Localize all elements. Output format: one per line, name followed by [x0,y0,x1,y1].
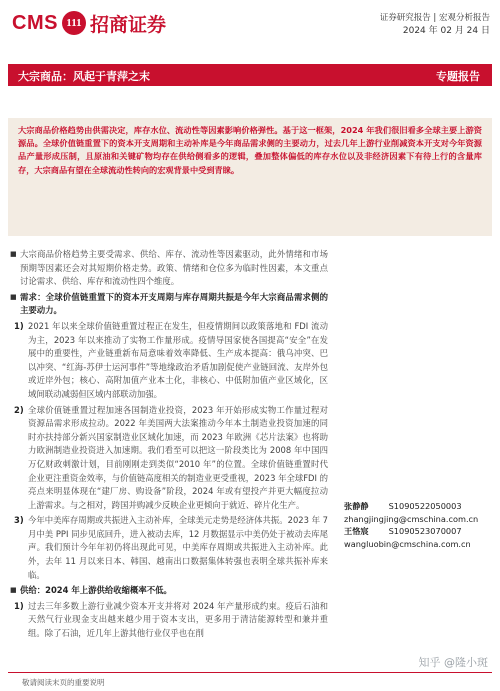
report-title: 大宗商品：风起于青萍之末 [18,71,150,83]
demand-point-2: 2) 全球价值链重置过程加速各国制造业投资，2023 年开始形成实物工作量过程对资源品需求形成拉动。2022 年美国两大法案推动今年本土制造业投资加速的同时亦扶持部分新兴国家制造业区域化加速，而 2023 年欧洲《芯片法案》也将助力欧洲制造业投资进入加速期。我们看至可以把这一阶段类比为 2008 年中国四万亿财政刺激计划，目前刚刚走到类似“2010 年”的位置。全球价值链重置时代企业更注重资金效率，与价值链高度相关的制造业更受重视，2023 年全球FDI 的亮点来明显体现在“建厂房、购设备”阶段，2024 年或有望投产并更大幅度拉动上游需求。与之相对，跨国并购减少反映企业更倾向于就近、碎片化生产。 [14,404,328,510]
title-banner [8,64,492,86]
author-2 [344,525,494,538]
author-email[interactable]: zhangjingjing@cmschina.com.cn [344,513,479,524]
report-date: 2024 年 02 月 24 日 [402,26,490,36]
report-type: 证券研究报告 | 宏观分析报告 [379,13,490,23]
bullet-demand: ■ 需求：全球价值链重置下的资本开支周期与库存周期共振是今年大宗商品需求侧的主要动力。 [10,291,328,318]
zhihu-watermark: 知乎 @隆小斑 [418,656,488,669]
author-name: 王恪宸 [344,526,369,537]
cms-logo [12,10,166,36]
supply-point-1: 1) 过去三年多数上游行业减少资本开支并将对 2024 年产量形成约束。疫后石油和天然气行业现金支出越来越少用于资本支出，更多用于清洁能源转型和兼并重组。除了石油，近几年上游其他行业仅乎也在削 [14,600,328,639]
author-license: S1090523070007 [388,526,462,537]
summary-text: 大宗商品价格趋势由供需决定，库存水位、流动性等因素影响价格弹性。基于这一框架，2024 年我们很旧看多全球主要上游资源品。全球价值链重置下的资本开支周期和主动补库是今年商品需求侧的主要动力，过去几年上游行业削减资本开支对今年资源品产量形成压制，且原油和关键矿物均存在供给侧看多的逻辑，叠加整体偏低的库存水位以及非经济因素下有待上行的含量库存，大宗商品有望在全球流动性转向的宏观背景中受到青睐。 [18,125,482,175]
bullet-overview: ■ 大宗商品价格趋势主要受需求、供给、库存、流动性等因素驱动，此外情绪和市场预期等因素还会对其短期价格走势。政策、情绪和仓位多为临时性因素，本文重点讨论需求、供给、库存和流动性四个维度。 [10,248,328,289]
author-block [344,500,494,550]
author-name: 张静静 [344,501,369,511]
logo-badge-icon: 111 [62,11,86,35]
summary-box [8,118,492,236]
logo-cms-text: CMS [12,11,58,34]
author-license: S1090522050003 [388,501,462,511]
main-body [10,248,328,643]
demand-point-3: 3) 今年中美库存周期或共振进入主动补库，全球美元走势是经济体共振。2023 年 7 月中美 PPI 同步见底回升，进入被动去库，12 月数据显示中美仍处于被动去库尾声。我们预计今年年初仍将出现此可见，中美库存周期或共振进入主动补库。此外，去年 11 月以来日本、韩国、越南出口数据集体转强也表明全球共振补库来临。 [14,515,328,580]
header-meta [380,12,490,38]
page-header [0,0,500,48]
footer-note: 敬请阅读末页的重要说明 [22,678,105,687]
demand-point-1: 1) 2021 年以来全球价值链重置过程正在发生，但疫情期间以政策落地和 FDI 流动为主，2023 年以来推动了实物工作量形成。疫情导国家使各国提高“安全”在发展中的重要性，产业链重新布局意味着效率降低、生产成本提高：俄乌冲突、巴以冲突、“红海-苏伊士运河事件”等地缘政治矛盾加剧促使产业链回流、友岸外包或近岸外包；核心、高附加值产业本土化，非核心、中低附加值产业区域化，区域间联动减弱但区域内部联动加强。 [14,320,328,399]
author-email[interactable]: wangluobin@cmschina.com.cn [344,538,471,549]
footer-divider [8,672,492,673]
author-1 [344,500,494,513]
report-tag: 专题报告 [436,70,480,83]
bullet-supply: ■ 供给：2024 年上游供给收缩概率不低。 [10,584,328,598]
logo-chinese-text: 招商证券 [89,14,166,36]
